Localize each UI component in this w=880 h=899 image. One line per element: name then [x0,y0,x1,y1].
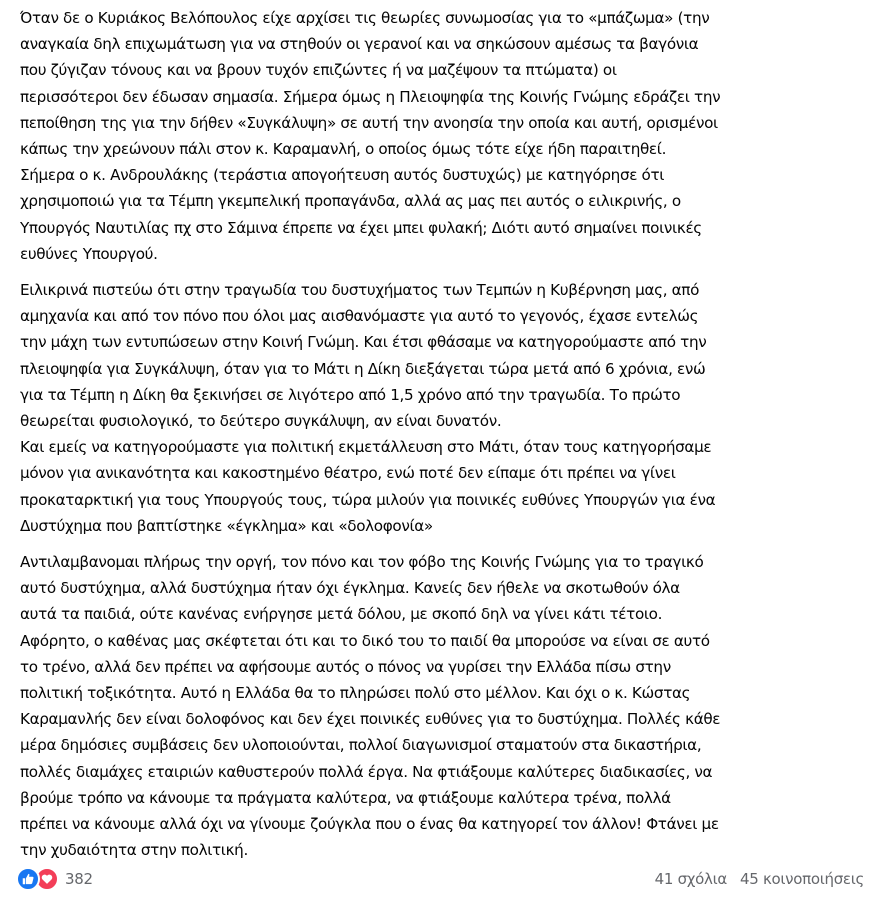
text-line: Αφόρητο, ο καθένας μας σκέφτεται ότι και το δικό του το παιδί θα μπορούσε να είναι σε αυτό [20,631,710,650]
reaction-count: 382 [65,870,93,888]
text-line: βρούμε τρόπο να κάνουμε τα πράγματα καλύτερα, να φτιάξουμε καλύτερα τρένα, πολλά [20,788,671,807]
text-line: Καραμανλής δεν είναι δολοφόνος και δεν έχει ποινικές ευθύνες για το δυστύχημα. Πολλές κάθε [20,710,721,729]
like-icon [16,867,40,891]
post-footer [16,866,864,892]
text-line: προκαταρκτική για τους Υπουργούς τους, τώρα μιλούν για ποινικές ευθύνες Υπουργών για ένα [20,490,716,509]
text-line: πλειοψηφία για Συγκάλυψη, όταν για το Μάτι η Δίκη διεξάγεται τώρα μετά από 6 χρόνια, ενώ [20,359,706,378]
text-line: αμηχανία και από τον πόνο που όλοι μας αισθανόμαστε για αυτό το γεγονός, έχασε εντελώς [20,307,699,326]
text-line: την χυδαιότητα στην πολιτική. [20,841,248,860]
text-line: αναγκαία δηλ επιχωμάτωση για να στηθούν οι γερανοί και να σηκώσουν αμέσως τα βαγόνια [20,35,699,54]
text-line: πεποίθηση της για την δήθεν «Συγκάλυψη» σε αυτή την ανοησία την οποία και αυτή, ορισμένοι [20,113,718,132]
post-stats [655,870,864,888]
text-line: περισσότεροι δεν έδωσαν σημασία. Σήμερα όμως η Πλειοψηφία της Κοινής Γνώμης εδράζει την [20,87,721,106]
text-line: κάπως την χρεώνουν πάλι στον κ. Καραμανλή, ο οποίος όμως τότε είχε ήδη παραιτηθεί. [20,140,667,159]
text-line: μόνον για ανικανότητα και κακοστημένο θέατρο, ενώ ποτέ δεν είπαμε ότι πρέπει να γίνει [20,464,676,483]
text-line: Και εμείς να κατηγορούμαστε για πολιτική εκμετάλλευση στο Μάτι, όταν τους κατηγορήσαμε [20,438,712,457]
text-line: Όταν δε ο Κυριάκος Βελόπουλος είχε αρχίσει τις θεωρίες συνωμοσίας για το «μπάζωμα» (την [20,9,710,27]
text-line: αυτό δυστύχημα, αλλά δυστύχημα ήταν όχι έγκλημα. Κανείς δεν ήθελε να σκοτωθούν όλα [20,579,680,598]
paragraph-2 [20,277,870,539]
paragraph-3 [20,549,870,863]
text-line: για τα Τέμπη η Δίκη θα ξεκινήσει σε λιγότερο από 1,5 χρόνο από την τραγωδία. Το πρώτο [20,385,681,404]
text-line: Αντιλαμβανομαι πλήρως την οργή, τον πόνο και τον φόβο της Κοινής Γνώμης για το τραγικό [20,553,704,572]
text-line: πρέπει να κάνουμε αλλά όχι να γίνουμε ζούγκλα που ο ένας θα κατηγορεί τον άλλον! Φτάνει με [20,815,719,834]
text-line: αυτά τα παιδιά, ούτε κανένας ενήργησε μετά δόλου, με σκοπό δηλ να γίνει κάτι τέτοιο. [20,605,663,624]
text-line: το τρένο, αλλά δεν πρέπει να αφήσουμε αυτός ο πόνος να γυρίσει την Ελλάδα πίσω στην [20,657,671,676]
text-line: μέρα δημόσιες συμβάσεις δεν υλοποιούνται, πολλοί διαγωνισμοί σταματούν στα δικαστήρια, [20,736,702,755]
paragraph-1 [20,5,870,267]
text-line: που ζύγιζαν τόνους και να βρουν τυχόν επιζώντες ή να μαζέψουν τα πτώματα) οι [20,61,617,80]
text-line: την μάχη των εντυπώσεων στην Κοινή Γνώμη. Και έτσι φθάσαμε να κατηγορούμαστε από την [20,333,707,352]
shares-count-link[interactable]: 45 κοινοποιήσεις [740,870,864,888]
text-line: ευθύνες Υπουργού. [20,244,158,263]
text-line: Υπουργός Ναυτιλίας πχ στο Σάμινα έπρεπε να έχει μπει φυλακή; Διότι αυτό σημαίνει ποινικές [20,218,702,237]
text-line: θεωρείται φυσιολογικό, το δεύτερο συγκάλυψη, αν είναι δυνατόν. [20,412,502,431]
reactions-summary[interactable] [16,867,93,891]
text-line: Σήμερα ο κ. Ανδρουλάκης (τεράστια απογοήτευση αυτός δυστυχώς) με κατηγόρησε ότι [20,166,665,185]
comments-count-link[interactable]: 41 σχόλια [654,870,727,888]
text-line: πολιτική τοξικότητα. Αυτό η Ελλάδα θα το πληρώσει πολύ στο μέλλον. Και όχι ο κ. Κώστας [20,684,691,703]
text-line: Δυστύχημα που βαπτίστηκε «έγκλημα» και «δολοφονία» [20,516,433,535]
text-line: χρησιμοποιώ για τα Τέμπη γκεμπελική προπαγάνδα, αλλά ας μας πει αυτός ο ειλικρινής, ο [20,192,681,211]
text-line: Ειλικρινά πιστεύω ότι στην τραγωδία του δυστυχήματος των Τεμπών η Κυβέρνηση μας, από [20,281,700,300]
text-line: πολλές διαμάχες εταιριών καθυστερούν πολλά έργα. Να φτιάξουμε καλύτερες διαδικασίες, να [20,762,713,781]
post-body [20,5,870,874]
